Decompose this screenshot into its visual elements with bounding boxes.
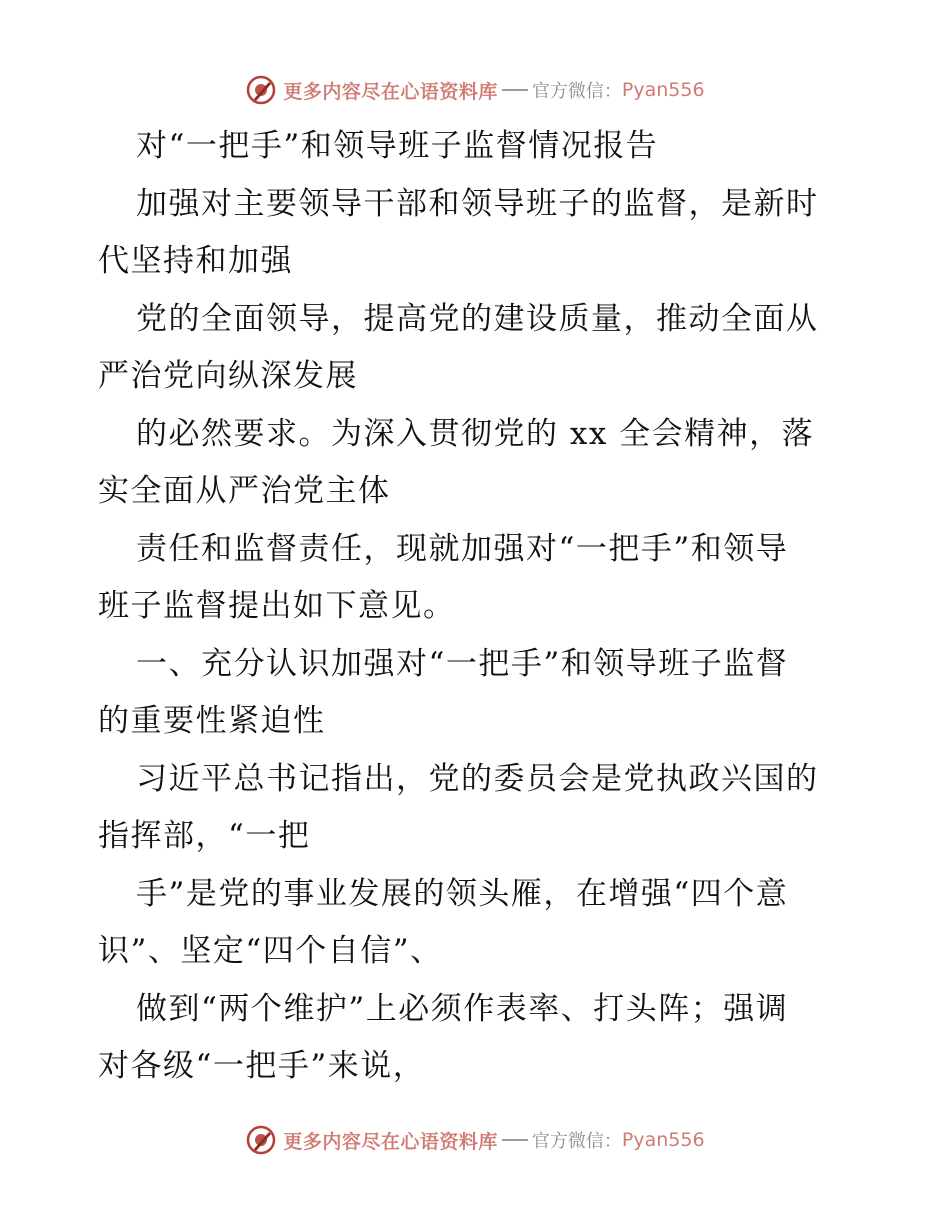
- paragraph-line: 做到“两个维护”上必须作表率、打头阵；强调: [136, 990, 789, 1027]
- banner-dash: [502, 1139, 528, 1141]
- document-body: [98, 118, 858, 1096]
- paragraph-line: 实全面从严治党主体: [98, 473, 391, 509]
- paragraph-line: 识”、坚定“四个自信”、: [98, 933, 443, 969]
- wechat-handle: Pyan556: [621, 1129, 705, 1151]
- paragraph-line: 责任和监督责任，现就加强对“一把手”和领导: [136, 530, 789, 567]
- wechat-label: 官方微信：: [531, 81, 622, 102]
- paragraph-line: 对各级“一把手”来说，: [98, 1048, 426, 1084]
- paragraph-line: 加强对主要领导干部和领导班子的监督，是新时: [136, 185, 819, 222]
- paragraph-line: 指挥部，“一把: [98, 818, 311, 854]
- footer-watermark-banner: [0, 1120, 950, 1160]
- banner-dash: [502, 89, 528, 91]
- section-heading: 一、充分认识加强对“一把手”和领导班子监督: [136, 645, 789, 682]
- pen-logo-icon: [245, 74, 277, 106]
- document-title: 对“一把手”和领导班子监督情况报告: [136, 128, 659, 164]
- wechat-label: 官方微信：: [531, 1131, 622, 1152]
- paragraph-line: 手”是党的事业发展的领头雁，在增强“四个意: [136, 875, 789, 912]
- wechat-handle: Pyan556: [621, 79, 705, 101]
- paragraph-line: 习近平总书记指出，党的委员会是党执政兴国的: [136, 760, 819, 797]
- brand-text: 更多内容尽在心语资料库: [283, 80, 498, 103]
- paragraph-line: 班子监督提出如下意见。: [98, 588, 456, 624]
- paragraph-line: 代坚持和加强: [98, 243, 293, 279]
- paragraph-line: 党的全面领导，提高党的建设质量，推动全面从: [136, 300, 819, 337]
- header-watermark-banner: [0, 70, 950, 110]
- paragraph-line: 的必然要求。为深入贯彻党的 xx 全会精神，落: [136, 415, 815, 452]
- pen-logo-icon: [245, 1124, 277, 1156]
- section-heading: 的重要性紧迫性: [98, 703, 326, 739]
- brand-text: 更多内容尽在心语资料库: [283, 1130, 498, 1153]
- paragraph-line: 严治党向纵深发展: [98, 358, 358, 394]
